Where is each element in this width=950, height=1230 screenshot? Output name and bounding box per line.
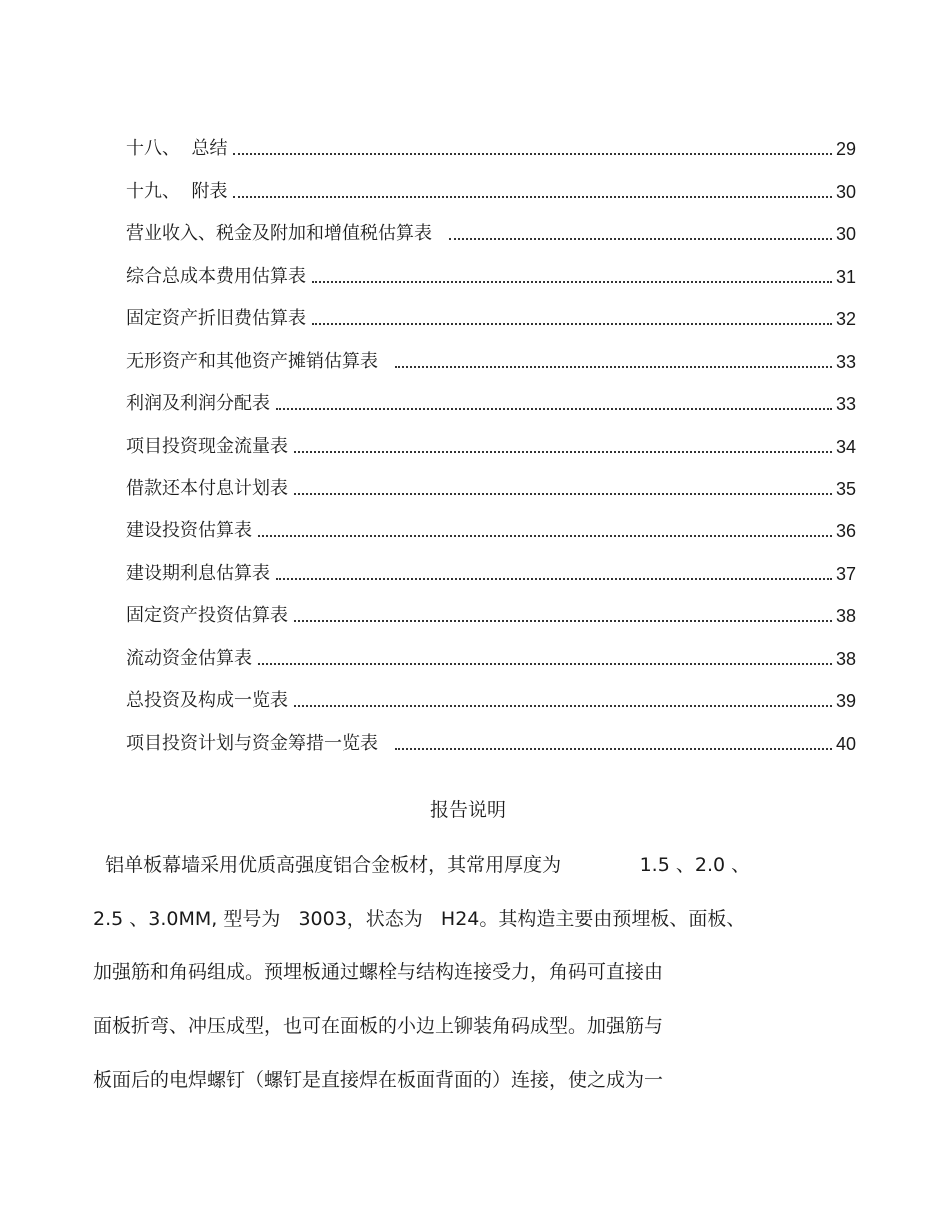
toc-entry[interactable] bbox=[126, 425, 856, 467]
toc-leader-dots bbox=[294, 705, 832, 707]
toc-entry-title: 流动资金估算表 bbox=[126, 647, 252, 669]
toc-entry-page: 39 bbox=[835, 691, 856, 712]
toc-entry[interactable] bbox=[126, 255, 856, 297]
toc-leader-dots bbox=[449, 238, 832, 240]
toc-entry-page: 29 bbox=[835, 139, 856, 160]
toc-leader-dots bbox=[276, 578, 832, 580]
toc-entry[interactable] bbox=[126, 340, 856, 382]
table-of-contents bbox=[126, 128, 856, 765]
toc-entry-title: 营业收入、税金及附加和增值税估算表 bbox=[126, 223, 444, 245]
toc-entry-page: 36 bbox=[835, 521, 856, 542]
paragraph-line: 2.5 、3.0MM, 型号为 3003，状态为 H24。其构造主要由预埋板、面板、 bbox=[93, 908, 746, 930]
toc-entry[interactable] bbox=[126, 383, 856, 425]
toc-leader-dots bbox=[294, 620, 832, 622]
toc-entry[interactable] bbox=[126, 510, 856, 552]
paragraph-line: 加强筋和角码组成。预埋板通过螺栓与结构连接受力，角码可直接由 bbox=[93, 961, 664, 983]
toc-entry-title: 十九、 附表 bbox=[126, 180, 228, 202]
toc-entry-title: 项目投资现金流量表 bbox=[126, 435, 288, 457]
toc-entry-page: 30 bbox=[835, 181, 856, 202]
toc-entry[interactable] bbox=[126, 128, 856, 170]
toc-entry-title: 无形资产和其他资产摊销估算表 bbox=[126, 350, 390, 372]
toc-entry[interactable] bbox=[126, 637, 856, 679]
toc-leader-dots bbox=[258, 535, 832, 537]
toc-entry-page: 30 bbox=[835, 224, 856, 245]
toc-leader-dots bbox=[258, 663, 832, 665]
toc-leader-dots bbox=[294, 451, 832, 453]
toc-leader-dots bbox=[312, 281, 832, 283]
toc-entry-page: 32 bbox=[835, 309, 856, 330]
toc-entry-title: 固定资产投资估算表 bbox=[126, 605, 288, 627]
toc-entry[interactable] bbox=[126, 468, 856, 510]
toc-entry-title: 综合总成本费用估算表 bbox=[126, 265, 306, 287]
toc-entry-title: 项目投资计划与资金筹措一览表 bbox=[126, 732, 390, 754]
paragraph-line: 铝单板幕墙采用优质高强度铝合金板材，其常用厚度为 1.5 、2.0 、 bbox=[93, 854, 751, 876]
toc-entry[interactable] bbox=[126, 552, 856, 594]
toc-leader-dots bbox=[312, 323, 832, 325]
toc-leader-dots bbox=[395, 748, 832, 750]
toc-entry-title: 利润及利润分配表 bbox=[126, 393, 270, 415]
paragraph-line: 板面后的电焊螺钉（螺钉是直接焊在板面背面的）连接，使之成为一 bbox=[93, 1069, 664, 1091]
toc-entry-title: 总投资及构成一览表 bbox=[126, 690, 288, 712]
toc-entry[interactable] bbox=[126, 595, 856, 637]
toc-entry-title: 借款还本付息计划表 bbox=[126, 477, 288, 499]
toc-entry-page: 38 bbox=[835, 648, 856, 669]
toc-leader-dots bbox=[395, 366, 832, 368]
toc-entry-page: 40 bbox=[835, 733, 856, 754]
toc-entry-page: 33 bbox=[835, 394, 856, 415]
toc-leader-dots bbox=[233, 153, 832, 155]
toc-entry[interactable] bbox=[126, 298, 856, 340]
toc-entry-page: 34 bbox=[835, 436, 856, 457]
toc-entry-page: 38 bbox=[835, 606, 856, 627]
toc-entry-title: 建设投资估算表 bbox=[126, 520, 252, 542]
toc-entry-page: 31 bbox=[835, 266, 856, 287]
toc-entry-title: 十八、 总结 bbox=[126, 138, 228, 160]
toc-leader-dots bbox=[276, 408, 832, 410]
paragraph-line: 面板折弯、冲压成型，也可在面板的小边上铆装角码成型。加强筋与 bbox=[93, 1015, 664, 1037]
toc-leader-dots bbox=[294, 493, 832, 495]
toc-entry-title: 建设期利息估算表 bbox=[126, 562, 270, 584]
section-heading: 报告说明 bbox=[429, 799, 506, 821]
toc-leader-dots bbox=[233, 196, 832, 198]
toc-entry-page: 37 bbox=[835, 563, 856, 584]
toc-entry-title: 固定资产折旧费估算表 bbox=[126, 308, 306, 330]
toc-entry-page: 33 bbox=[835, 351, 856, 372]
toc-entry[interactable] bbox=[126, 722, 856, 764]
toc-entry[interactable] bbox=[126, 680, 856, 722]
toc-entry[interactable] bbox=[126, 213, 856, 255]
toc-entry-page: 35 bbox=[835, 478, 856, 499]
toc-entry[interactable] bbox=[126, 170, 856, 212]
